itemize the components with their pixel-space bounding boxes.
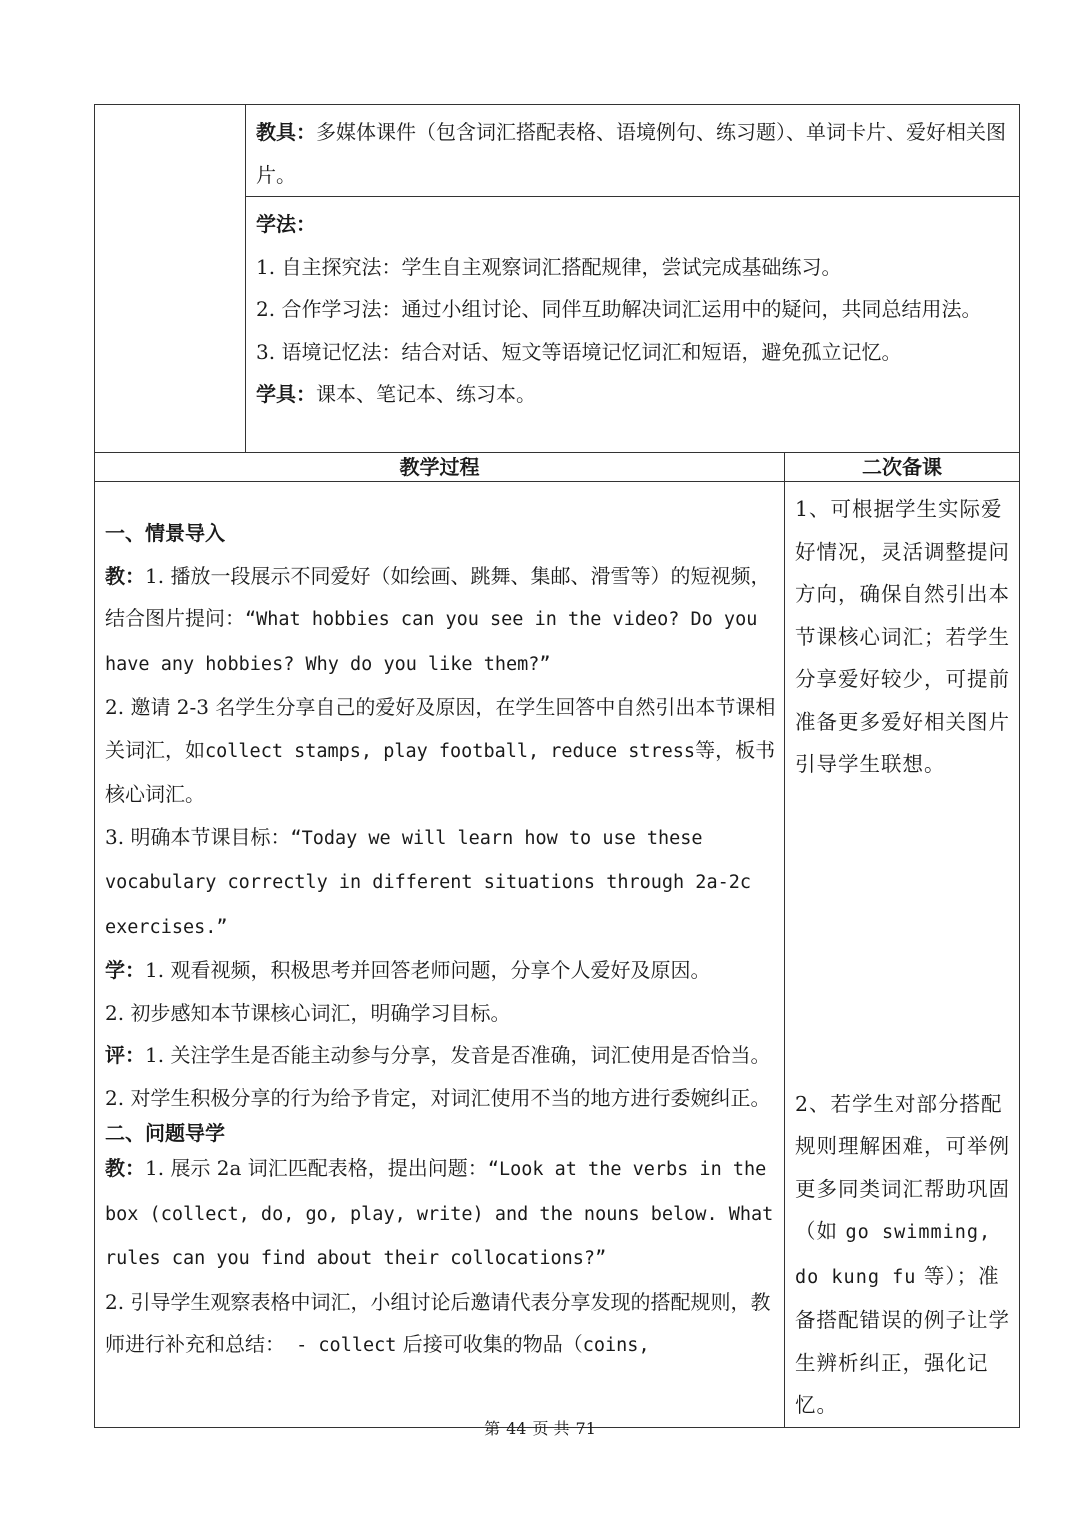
left-empty-cell	[95, 105, 246, 453]
teacher-step-2-vocab: collect stamps, play football, reduce stress	[205, 740, 696, 762]
teacher-label: 教：	[105, 563, 145, 588]
prep-note-1: 1、可根据学生实际爱好情况，灵活调整提问方向，确保自然引出本节课核心词汇；若学生分享爱好较少，可提前准备更多爱好相关图片引导学生联想。	[795, 497, 1010, 776]
learning-method-item: 3. 语境记忆法：结合对话、短文等语境记忆词汇和短语，避免孤立记忆。	[256, 339, 902, 364]
teaching-process-cell	[95, 482, 785, 1428]
teacher-step-2-end: 等，板书核心词汇。	[105, 737, 776, 806]
teacher-section2-coins: coins,	[582, 1335, 650, 1356]
learning-tools-label: 学具：	[256, 382, 316, 406]
teaching-aids-label: 教具：	[256, 120, 316, 144]
section-title: 二、问题导学	[105, 1121, 225, 1145]
teacher-label: 教：	[105, 1156, 145, 1180]
lesson-plan-table	[94, 104, 1020, 1428]
student-step-1: 1. 观看视频，积极思考并回答老师问题，分享个人爱好及原因。	[145, 958, 711, 982]
footer-prefix: 第	[484, 1419, 501, 1438]
teacher-step-1-quote: “What hobbies can you see in the video? Do you have any hobbies? Why do you like them?”	[105, 609, 758, 675]
footer-mid: 页 共	[532, 1419, 570, 1438]
page-total: 71	[575, 1419, 596, 1438]
learning-method-item: 2. 合作学习法：通过小组讨论、同伴互助解决词汇运用中的疑问，共同总结用法。	[256, 297, 982, 321]
student-label: 学：	[105, 958, 145, 982]
page-number: 44	[506, 1419, 527, 1438]
page-footer	[0, 1416, 1080, 1439]
teacher-step-3-quote: “Today we will learn how to use these vocabulary correctly in different situations through 2a-2c exercises.”	[105, 827, 752, 938]
secondary-prep-cell	[785, 482, 1020, 1428]
teacher-section2-step-2: 2. 引导学生观察表格中词汇，小组讨论后邀请代表分享发现的搭配规则，教师进行补充和总结：	[105, 1289, 771, 1356]
learning-methods-label: 学法：	[256, 212, 316, 236]
teacher-step-2: 2. 邀请 2-3 名学生分享自己的爱好及原因，在学生回答中自然引出本节课相关词汇，如	[105, 695, 776, 762]
teaching-aids-cell	[246, 105, 1020, 197]
teacher-step-3: 3. 明确本节课目标：	[105, 824, 291, 849]
teacher-section2-step-1: 1. 展示 2a 词汇匹配表格，提出问题：	[145, 1156, 488, 1180]
evaluation-label: 评：	[105, 1043, 145, 1067]
section-title: 一、情景导入	[105, 521, 225, 545]
student-step-2: 2. 初步感知本节课核心词汇，明确学习目标。	[105, 1000, 511, 1025]
teaching-aids-text: 多媒体课件（包含词汇搭配表格、语境例句、练习题）、单词卡片、爱好相关图片。	[256, 120, 1006, 187]
learning-tools-text: 课本、笔记本、练习本。	[316, 382, 536, 406]
teaching-process-header: 教学过程	[95, 453, 785, 482]
teacher-step-1: 1. 播放一段展示不同爱好（如绘画、跳舞、集邮、滑雪等）的短视频，结合图片提问：	[105, 563, 771, 630]
teacher-section2-step-2-cont: 后接可收集的物品（	[396, 1332, 583, 1356]
teacher-section2-collect: - collect	[285, 1335, 397, 1356]
learning-method-item: 1. 自主探究法：学生自主观察词汇搭配规律，尝试完成基础练习。	[256, 254, 842, 279]
prep-note-2-end: 等）；准备搭配错误的例子让学生辨析纠正，强化记忆。	[795, 1263, 1010, 1417]
learning-methods-cell	[246, 197, 1020, 453]
prep-note-2: 2、若学生对部分搭配规则理解困难，可举例更多同类词汇帮助巩固（如	[795, 1091, 1010, 1243]
evaluation-step-1: 1. 关注学生是否能主动参与分享，发音是否准确，词汇使用是否恰当。	[145, 1043, 771, 1067]
evaluation-step-2: 2. 对学生积极分享的行为给予肯定，对词汇使用不当的地方进行委婉纠正。	[105, 1085, 771, 1110]
teacher-section2-step-1-quote: “Look at the verbs in the box (collect, do, go, play, write) and the nouns below. What rules can you find about their collocations?”	[105, 1159, 774, 1269]
prep-note-2-examples: go swimming, do kung fu	[795, 1222, 992, 1288]
secondary-prep-header: 二次备课	[785, 453, 1020, 482]
